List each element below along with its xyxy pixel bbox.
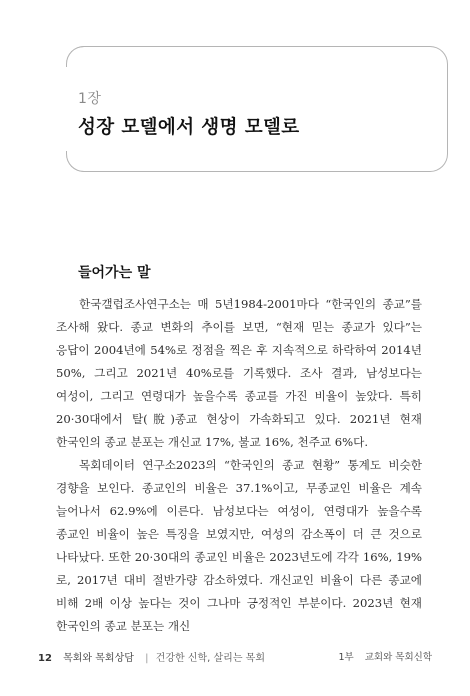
book-subtitle: 건강한 신학, 살리는 목회 (155, 653, 265, 664)
footer-separator: | (145, 653, 149, 664)
page-number: 12 (38, 653, 52, 664)
chapter-title: 성장 모델에서 생명 모델로 (78, 117, 300, 138)
paragraph-2: 목회데이터 연구소2023의 “한국인의 종교 현황” 통계도 비슷한 경향을 보인다. 종교인의 비율은 37.1%이고, 무종교인 비율은 계속 늘어나서 62.9%에 이른다. 남성보다는 여성이, 연령대가 높을수록 종교인 비율이 높은 특징을 보였지만, 여성의 감소폭이 더 큰 것으로 나타났다. 또한 20·30대의 종교인 비율은 2023년도에 각각 16%, 19%로, 2017년 대비 절반가량 감소하였다. 개신교인 비율이 다른 종교에 비해 2배 이상 높다는 것이 그나마 긍정적인 부분이다. 2023년 현재 한국인의 종교 분포는 개신 (56, 458, 422, 633)
footer-right (338, 649, 432, 663)
chapter-frame (66, 46, 448, 172)
section-heading: 들어가는 말 (78, 265, 151, 281)
part-title: 교회와 목회신학 (364, 652, 432, 663)
book-title: 목회와 목회상담 (63, 653, 134, 664)
paragraph-1: 한국갤럽조사연구소는 매 5년1984-2001마다 “한국인의 종교”를 조사해 왔다. 종교 변화의 추이를 보면, “현재 믿는 종교가 있다”는 응답이 2004년에 54%로 정점을 찍은 후 지속적으로 하락하여 2014년 50%, 그리고 2021년 40%로를 기록했다. 조사 결과, 남성보다는 여성이, 그리고 연령대가 높을수록 종교를 가진 비율이 높았다. 특히 20·30대에서 탈(脫)종교 현상이 가속화되고 있다. 2021년 현재 한국인의 종교 분포는 개신교 17%, 불교 16%, 천주교 6%다. (56, 297, 422, 449)
chapter-number: 1장 (78, 91, 102, 107)
footer-left (38, 649, 265, 664)
body-text (56, 293, 422, 638)
part-number: 1부 (338, 652, 354, 663)
